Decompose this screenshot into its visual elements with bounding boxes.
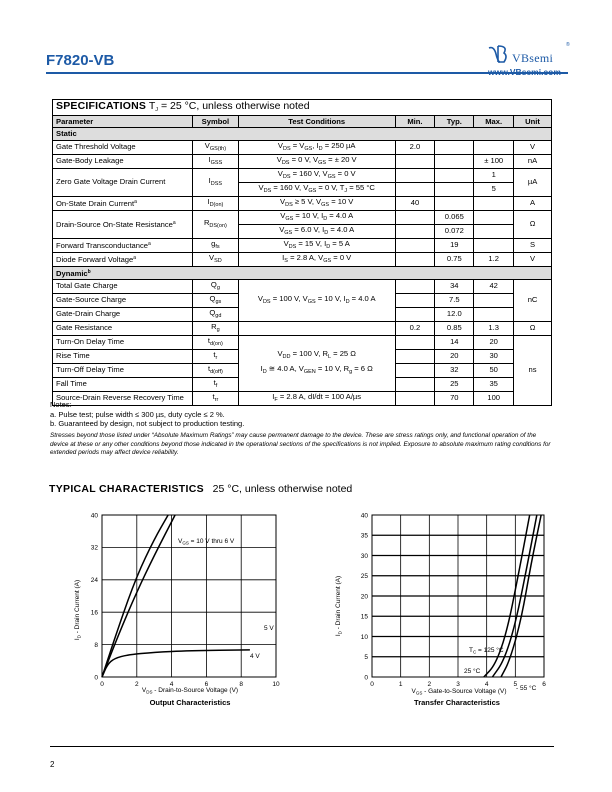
annotation-minus55c: - 55 °C bbox=[516, 685, 537, 692]
x-tick-label: 10 bbox=[272, 681, 280, 688]
test-condition: $V_{DS} = V_{GS}$, $I_D = 250$ µA bbox=[238, 140, 395, 154]
header-rule bbox=[46, 72, 568, 74]
x-tick-label: 6 bbox=[204, 681, 209, 688]
x-axis-label: $V_{DS}$ - Drain-to-Source Voltage (V) bbox=[141, 687, 239, 695]
x-tick-label: 5 bbox=[513, 681, 518, 688]
table-row: Total Gate Charge $Q_g$ $V_{DS} = 100$ V, $V_{GS} = 10$ V, $I_D = 4.0$ A 34 42 nC bbox=[53, 279, 552, 293]
col-header-min: Min. bbox=[395, 116, 435, 128]
y-tick-label: 10 bbox=[360, 633, 368, 641]
table-row: Rise Time $t_r$ 20 30 bbox=[53, 349, 552, 363]
table-row: Gate Threshold Voltage $V_{GS(th)}$ $V_{DS} = V_{GS}$, $I_D = 250$ µA 2.0 V bbox=[53, 140, 552, 154]
table-row: Gate-Body Leakage $I_{GSS}$ $V_{DS} = 0$ V, $V_{GS}$ = ± 20 V ± 100 nA bbox=[53, 154, 552, 168]
test-condition: $V_{DS} = 160$ V, $V_{GS} = 0$ V bbox=[238, 168, 395, 182]
y-tick-label: 16 bbox=[90, 609, 98, 617]
table-row: Turn-On Delay Time $t_{d(on)}$ $V_{DD} = 100$ V, $R_L = 25$ Ω $I_D$ ≅ 4.0 A, $V_{GEN} = 10$ V, $R_g = 6$ Ω 14 20 ns bbox=[53, 335, 552, 349]
section-static: Static bbox=[53, 128, 552, 140]
symbol: $t_{d(on)}$ bbox=[192, 335, 238, 349]
chart-tick-labels bbox=[361, 512, 546, 688]
test-condition: $V_{DS} = 0$ V, $V_{GS}$ = ± 20 V bbox=[238, 154, 395, 168]
symbol: $t_{d(off)}$ bbox=[192, 363, 238, 377]
table-header-row bbox=[53, 116, 552, 128]
x-tick-label: 4 bbox=[484, 681, 489, 688]
x-axis-label: $V_{GS}$ - Gate-to-Source Voltage (V) bbox=[411, 688, 507, 696]
symbol: $R_{DS(on)}$ bbox=[192, 210, 238, 238]
col-header-max: Max. bbox=[474, 116, 514, 128]
vgs-annotation: $V_{GS} = 10$ V thru 6 V bbox=[178, 538, 235, 546]
table-row: $V_{GS} = 6.0$ V, $I_D = 4.0$ A 0.072 bbox=[53, 224, 552, 238]
col-header-conditions: Test Conditions bbox=[238, 116, 395, 128]
col-header-symbol: Symbol bbox=[192, 116, 238, 128]
symbol: $t_{rr}$ bbox=[192, 391, 238, 405]
table-row: $V_{DS} = 160$ V, $V_{GS} = 0$ V, $T_J = 55$ °C 5 bbox=[53, 182, 552, 196]
test-condition: $V_{DS} \ge 5$ V, $V_{GS} = 10$ V bbox=[238, 196, 395, 210]
x-tick-label: 8 bbox=[239, 681, 244, 688]
symbol: $Q_g$ bbox=[192, 279, 238, 293]
typical-characteristics-heading bbox=[49, 483, 352, 495]
specifications-table bbox=[52, 99, 552, 406]
transfer-characteristics-chart bbox=[322, 505, 562, 715]
y-tick-label: 15 bbox=[360, 613, 368, 621]
symbol: $g_{fs}$ bbox=[192, 238, 238, 252]
test-condition: $I_F = 2.8$ A, dI/dt = 100 A/µs bbox=[238, 391, 395, 405]
table-title-row: SPECIFICATIONS $T_J = 25$ °C, unless otherwise noted bbox=[53, 100, 552, 116]
note-b: b. Guaranteed by design, not subject to production testing. bbox=[50, 419, 245, 428]
table-row: Source-Drain Reverse Recovery Time $t_{rr}$ $I_F = 2.8$ A, dI/dt = 100 A/µs 70 100 bbox=[53, 391, 552, 405]
notes bbox=[50, 400, 244, 429]
symbol: $Q_{gs}$ bbox=[192, 293, 238, 307]
typical-title: TYPICAL CHARACTERISTICS bbox=[49, 483, 204, 495]
annotation-4v: 4 V bbox=[250, 653, 260, 660]
annotation-125c: $T_C = 125$ °C bbox=[469, 647, 504, 655]
col-header-unit: Unit bbox=[514, 116, 552, 128]
x-tick-label: 1 bbox=[398, 681, 403, 688]
x-tick-label: 4 bbox=[169, 681, 174, 688]
table-row: Turn-Off Delay Time $t_{d(off)}$ 32 50 bbox=[53, 363, 552, 377]
x-tick-label: 6 bbox=[542, 681, 546, 688]
y-tick-label: 30 bbox=[360, 552, 368, 560]
note-a: a. Pulse test; pulse width ≤ 300 µs, duty cycle ≤ 2 %. bbox=[50, 409, 225, 419]
chart-title: Transfer Characteristics bbox=[414, 698, 500, 707]
annotation-5v: 5 V bbox=[264, 625, 274, 632]
table-row: Diode Forward Voltage$^a$ $V_{SD}$ $I_S = 2.8$ A, $V_{GS} = 0$ V 0.75 1.2 V bbox=[53, 252, 552, 266]
chart-grid bbox=[372, 515, 544, 677]
logo-registered-mark: ® bbox=[566, 42, 570, 48]
symbol: $Q_{gd}$ bbox=[192, 307, 238, 321]
chart-title: Output Characteristics bbox=[149, 698, 231, 707]
y-tick-label: 8 bbox=[94, 641, 98, 649]
test-condition: $V_{GS} = 10$ V, $I_D = 4.0$ A bbox=[238, 210, 395, 224]
symbol: $I_{DSS}$ bbox=[192, 168, 238, 196]
x-tick-label: 2 bbox=[134, 681, 139, 688]
footer-rule bbox=[50, 746, 554, 747]
table-row: Fall Time $t_f$ 25 35 bbox=[53, 377, 552, 391]
symbol: $R_g$ bbox=[192, 321, 238, 335]
vbsemi-logo-icon bbox=[486, 42, 510, 66]
x-tick-label: 3 bbox=[456, 681, 460, 688]
test-condition: $V_{DS} = 100$ V, $V_{GS} = 10$ V, $I_D = 4.0$ A bbox=[238, 279, 395, 321]
chart-tick-labels bbox=[91, 512, 280, 688]
part-number: F7820-VB bbox=[46, 52, 115, 69]
table-row: Gate-Source Charge $Q_{gs}$ 7.5 bbox=[53, 293, 552, 307]
test-condition: $V_{DS} = 15$ V, $I_D = 5$ A bbox=[238, 238, 395, 252]
col-header-parameter: Parameter bbox=[53, 116, 193, 128]
test-condition: $V_{DD} = 100$ V, $R_L = 25$ Ω $I_D$ ≅ 4.0 A, $V_{GEN} = 10$ V, $R_g = 6$ Ω bbox=[238, 335, 395, 391]
y-tick-label: 20 bbox=[360, 593, 368, 601]
table-row: Drain-Source On-State Resistance$^a$ $R_{DS(on)}$ $V_{GS} = 10$ V, $I_D = 4.0$ A 0.065 Ω bbox=[53, 210, 552, 224]
y-tick-label: 0 bbox=[94, 674, 98, 682]
test-condition: $V_{GS} = 6.0$ V, $I_D = 4.0$ A bbox=[238, 224, 395, 238]
table-row: Gate Resistance $R_g$ 0.2 0.85 1.3 Ω bbox=[53, 321, 552, 335]
symbol: $t_f$ bbox=[192, 377, 238, 391]
col-header-typ: Typ. bbox=[435, 116, 474, 128]
table-row: Zero Gate Voltage Drain Current $I_{DSS}$ $V_{DS} = 160$ V, $V_{GS} = 0$ V 1 µA bbox=[53, 168, 552, 182]
test-condition: $V_{DS} = 160$ V, $V_{GS} = 0$ V, $T_J = 55$ °C bbox=[238, 182, 395, 196]
y-axis-label: $I_D$ - Drain Current (A) bbox=[335, 575, 343, 637]
table-row: On-State Drain Current$^a$ $I_{D(on)}$ $V_{DS} \ge 5$ V, $V_{GS} = 10$ V 40 A bbox=[53, 196, 552, 210]
logo-text: VBsemi bbox=[512, 51, 554, 65]
series-line-2 bbox=[102, 515, 175, 677]
section-dynamic: Dynamic$^b$ bbox=[53, 266, 552, 279]
table-row: Gate-Drain Charge $Q_{gd}$ 12.0 bbox=[53, 307, 552, 321]
specs-condition: = 25 °C, unless otherwise noted bbox=[160, 99, 310, 112]
x-tick-label: 2 bbox=[427, 681, 432, 688]
symbol: $V_{GS(th)}$ bbox=[192, 140, 238, 154]
y-tick-label: 40 bbox=[90, 512, 98, 520]
notes-title: Notes: bbox=[50, 400, 72, 409]
y-tick-label: 0 bbox=[364, 674, 368, 682]
y-tick-label: 32 bbox=[90, 544, 98, 552]
x-tick-label: 0 bbox=[100, 681, 104, 688]
y-axis-label: $I_D$ - Drain Current (A) bbox=[74, 579, 82, 641]
y-tick-label: 25 bbox=[360, 573, 368, 581]
series-line-3 bbox=[102, 650, 250, 677]
page-number: 2 bbox=[50, 760, 55, 769]
y-tick-label: 40 bbox=[360, 512, 368, 520]
x-tick-label: 0 bbox=[370, 681, 374, 688]
symbol: $I_{GSS}$ bbox=[192, 154, 238, 168]
specs-title: SPECIFICATIONS bbox=[56, 99, 147, 112]
y-tick-label: 5 bbox=[364, 654, 368, 662]
y-tick-label: 35 bbox=[360, 532, 368, 540]
annotation-25c: 25 °C bbox=[464, 668, 481, 675]
table-row: Forward Transconductance$^a$ $g_{fs}$ $V_{DS} = 15$ V, $I_D = 5$ A 19 S bbox=[53, 238, 552, 252]
symbol: $V_{SD}$ bbox=[192, 252, 238, 266]
typical-condition: 25 °C, unless otherwise noted bbox=[212, 483, 353, 495]
output-characteristics-chart bbox=[60, 505, 300, 715]
test-condition: $I_S = 2.8$ A, $V_{GS} = 0$ V bbox=[238, 252, 395, 266]
symbol: $I_{D(on)}$ bbox=[192, 196, 238, 210]
stress-disclaimer: Stresses beyond those listed under “Absolute Maximum Ratings” may cause permanent damage to the device. These are stress ratings only, and functional operation of the device at these or any other conditions beyond those indicated in the operational sections of the specifications is not implied. Exposure to absolute maximum rating conditions for extended periods may affect device reliability. bbox=[50, 432, 551, 457]
y-tick-label: 24 bbox=[90, 577, 98, 585]
symbol: $t_r$ bbox=[192, 349, 238, 363]
